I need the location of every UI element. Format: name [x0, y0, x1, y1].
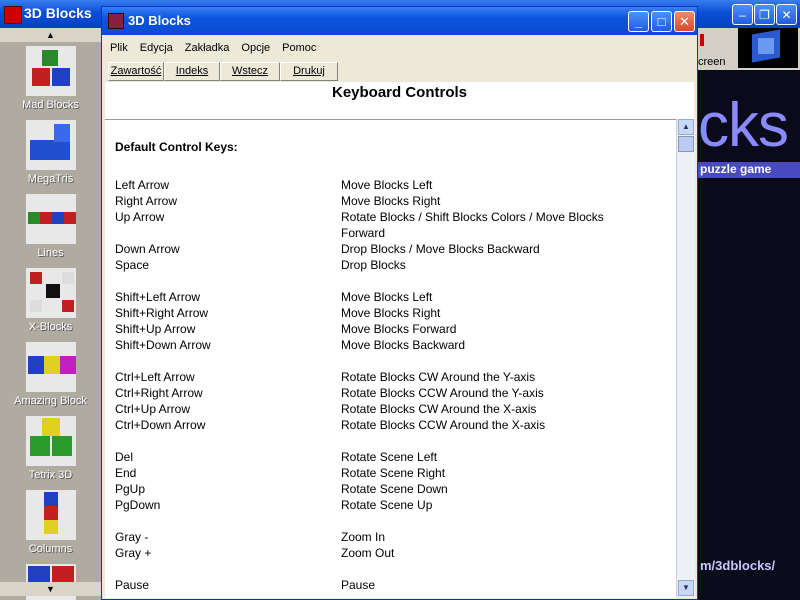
game-subtitle: puzzle game: [700, 162, 772, 176]
control-row: [115, 194, 675, 210]
minimize-button[interactable]: –: [732, 4, 753, 25]
control-row: [115, 514, 675, 530]
game-launcher-panel: [0, 28, 102, 600]
game-item-lines[interactable]: [0, 194, 101, 259]
control-key: Right Arrow: [115, 194, 178, 208]
game-label: Tetrix 3D: [28, 469, 73, 481]
game-label: Amazing Block: [14, 395, 87, 407]
control-action: Zoom Out: [341, 546, 395, 560]
control-row: [115, 450, 675, 466]
control-key: Gray +: [115, 546, 152, 560]
menu-zakladka[interactable]: Zakładka: [184, 42, 230, 54]
help-book-icon: [108, 13, 124, 29]
control-row: [115, 418, 675, 434]
control-row: [115, 178, 675, 194]
contents-button[interactable]: Zawartość: [108, 62, 164, 81]
game-label: Columns: [28, 543, 73, 555]
game-item-x-blocks[interactable]: [0, 268, 101, 333]
control-row: [115, 274, 675, 290]
control-key: PgDown: [115, 498, 161, 512]
scroll-up-arrow-icon[interactable]: ▲: [678, 119, 694, 135]
app-icon: [4, 6, 22, 24]
website-url: m/3dblocks/: [700, 558, 776, 573]
x-blocks-icon: [26, 268, 76, 318]
control-row: [115, 226, 675, 242]
menu-opcje[interactable]: Opcje: [241, 42, 271, 54]
control-action: Move Blocks Forward: [341, 322, 457, 336]
launcher-scroll-up-icon[interactable]: ▲: [0, 28, 101, 42]
control-row: [115, 242, 675, 258]
control-row: [115, 322, 675, 338]
section-title: Default Control Keys:: [115, 140, 238, 154]
control-action: Rotate Blocks / Shift Blocks Colors / Move Blocks: [341, 210, 604, 224]
game-item-amazing-block[interactable]: [0, 342, 101, 407]
control-row: [115, 386, 675, 402]
control-action: Rotate Blocks CW Around the X-axis: [341, 402, 537, 416]
control-key: Up Arrow: [115, 210, 165, 224]
control-key: Pause: [115, 578, 150, 592]
control-action: Zoom In: [341, 530, 386, 544]
logo-cube-icon: [738, 28, 798, 68]
control-row: [115, 546, 675, 562]
game-logo-text: cks: [698, 91, 788, 160]
control-action: Rotate Scene Left: [341, 450, 438, 464]
tetrix-3d-icon: [26, 416, 76, 466]
help-window-titlebar[interactable]: [102, 7, 697, 35]
control-row: [115, 434, 675, 450]
mad-blocks-icon: [26, 46, 76, 96]
control-row: [115, 306, 675, 322]
control-action: Drop Blocks: [341, 258, 406, 272]
control-action: Pause: [341, 578, 376, 592]
control-action: Drop Blocks / Move Blocks Backward: [341, 242, 540, 256]
control-key: Ctrl+Down Arrow: [115, 418, 206, 432]
index-button[interactable]: Indeks: [164, 62, 220, 81]
control-row: [115, 370, 675, 386]
minimize-button[interactable]: _: [628, 11, 649, 32]
control-action: Move Blocks Backward: [341, 338, 466, 352]
game-label: Mad Blocks: [22, 99, 79, 111]
launcher-scroll-down-icon[interactable]: ▼: [0, 582, 101, 596]
control-action: Move Blocks Right: [341, 194, 441, 208]
menu-edycja[interactable]: Edycja: [139, 42, 173, 54]
control-action: Move Blocks Right: [341, 306, 441, 320]
close-button[interactable]: ✕: [776, 4, 797, 25]
game-label: MegaTris: [27, 173, 74, 185]
control-row: [115, 402, 675, 418]
control-key: Shift+Up Arrow: [115, 322, 196, 336]
control-action: Forward: [341, 226, 386, 240]
megatris-icon: [26, 120, 76, 170]
vertical-scrollbar[interactable]: [676, 119, 695, 597]
game-item-tetrix-3d[interactable]: [0, 416, 101, 481]
control-key: Left Arrow: [115, 178, 170, 192]
help-content[interactable]: [105, 119, 676, 598]
control-action: Rotate Blocks CW Around the Y-axis: [341, 370, 536, 384]
scrollbar-thumb[interactable]: [678, 136, 694, 152]
control-row: [115, 290, 675, 306]
game-item-mad-blocks[interactable]: [0, 46, 101, 111]
control-key: Shift+Right Arrow: [115, 306, 209, 320]
control-key: Ctrl+Left Arrow: [115, 370, 195, 384]
control-action: Rotate Blocks CCW Around the Y-axis: [341, 386, 544, 400]
control-key: Space: [115, 258, 150, 272]
screen-button-label: creen: [698, 56, 726, 68]
help-nav-toolbar: [104, 61, 695, 81]
control-row: [115, 210, 675, 226]
game-label: X-Blocks: [28, 321, 73, 333]
game-item-megatris[interactable]: [0, 120, 101, 185]
control-row: [115, 562, 675, 578]
control-row: [115, 530, 675, 546]
control-key: Shift+Down Arrow: [115, 338, 211, 352]
control-key: Gray -: [115, 530, 149, 544]
control-key: Del: [115, 450, 134, 464]
help-window-title: 3D Blocks: [128, 13, 191, 28]
menu-plik[interactable]: Plik: [110, 42, 128, 54]
menu-bar: [104, 35, 695, 61]
control-row: [115, 338, 675, 354]
game-label: Lines: [37, 247, 64, 259]
topic-header: [105, 82, 694, 119]
back-button[interactable]: Wstecz: [220, 62, 280, 81]
control-row: [115, 482, 675, 498]
print-button[interactable]: Drukuj: [280, 62, 338, 81]
columns-icon: [26, 490, 76, 540]
control-action: Rotate Blocks CCW Around the X-axis: [341, 418, 546, 432]
maximize-button[interactable]: □: [651, 11, 672, 32]
menu-pomoc[interactable]: Pomoc: [282, 42, 317, 54]
control-key: End: [115, 466, 137, 480]
control-row: [115, 466, 675, 482]
control-key: PgUp: [115, 482, 146, 496]
help-window: [101, 6, 698, 600]
control-row: [115, 354, 675, 370]
lines-icon: [26, 194, 76, 244]
game-item-columns[interactable]: [0, 490, 101, 555]
control-key: Down Arrow: [115, 242, 180, 256]
restore-button[interactable]: ❐: [754, 4, 775, 25]
control-row: [115, 498, 675, 514]
control-action: Move Blocks Left: [341, 290, 433, 304]
control-action: Rotate Scene Up: [341, 498, 433, 512]
control-row: [115, 578, 675, 594]
control-row: [115, 258, 675, 274]
screen-button[interactable]: [698, 30, 734, 66]
amazing-block-icon: [26, 342, 76, 392]
control-action: Rotate Scene Down: [341, 482, 448, 496]
control-key: Shift+Left Arrow: [115, 290, 201, 304]
scroll-down-arrow-icon[interactable]: ▼: [678, 580, 694, 596]
control-key: Ctrl+Right Arrow: [115, 386, 203, 400]
close-button[interactable]: ✕: [674, 11, 695, 32]
control-action: Rotate Scene Right: [341, 466, 446, 480]
background-app-title: 3D Blocks: [24, 5, 92, 21]
control-key: Ctrl+Up Arrow: [115, 402, 191, 416]
control-action: Move Blocks Left: [341, 178, 433, 192]
topic-title: Keyboard Controls: [331, 84, 467, 101]
